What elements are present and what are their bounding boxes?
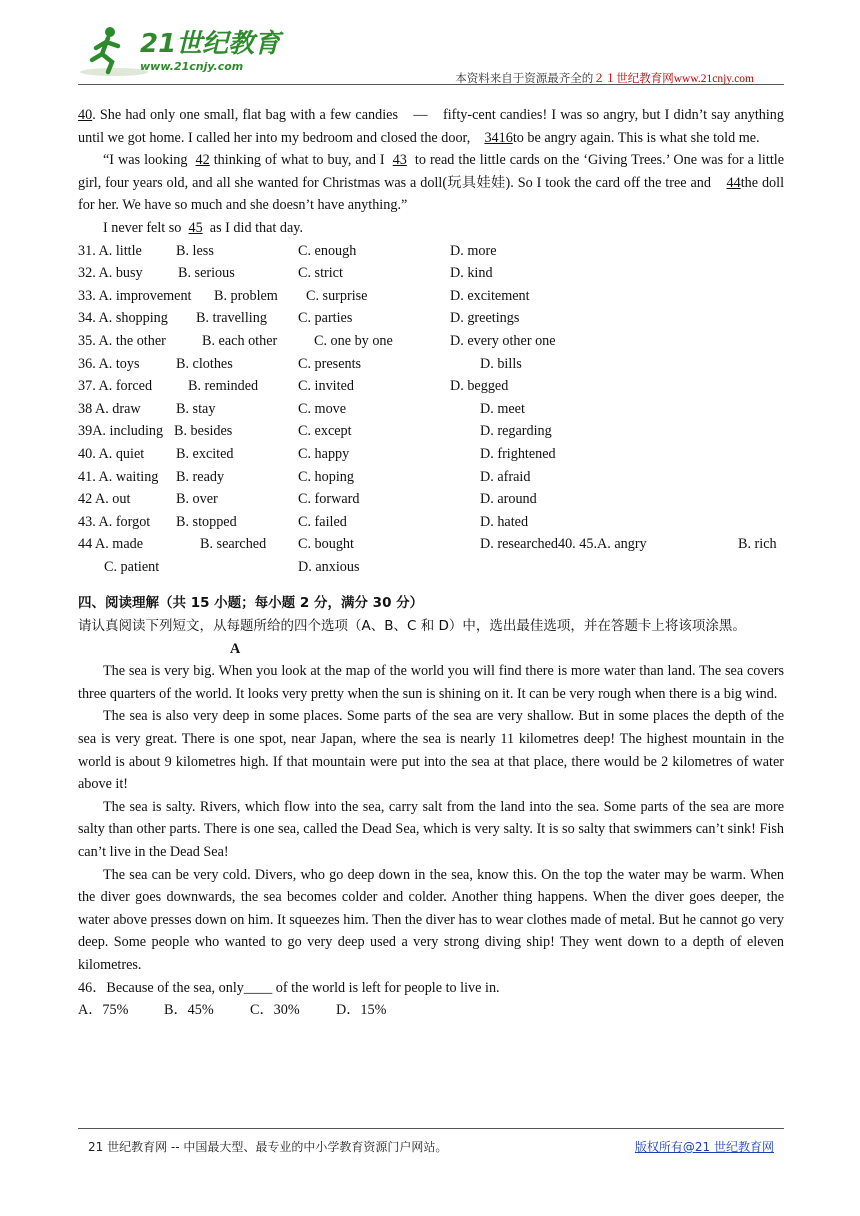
reading-paragraph: The sea is very big. When you look at the map of the world you will find there is more water than land. The sea covers three quarters of the world. It looks very pretty when the sun is shining on it. It can be very rough when there is a big wind.	[78, 663, 784, 702]
option-row	[78, 398, 784, 421]
option-item: C. presents	[298, 355, 362, 372]
option-row	[78, 533, 784, 556]
blank-45: 45	[188, 219, 203, 236]
options-list	[78, 240, 784, 579]
option-row	[78, 353, 784, 376]
option-item: 38 A. draw	[78, 400, 141, 417]
option-item: C. parties	[298, 310, 353, 327]
option-row	[78, 330, 784, 353]
logo-url: www.21cnjy.com	[140, 60, 244, 73]
option-item: D. every other one	[450, 332, 556, 349]
option-item: B. each other	[202, 332, 278, 349]
option-item: C. failed	[298, 513, 347, 530]
option-item: 43. A. forgot	[78, 513, 151, 530]
document-body	[78, 104, 784, 1022]
option-item: C. surprise	[306, 287, 368, 304]
q46-option: B．45%	[164, 1002, 214, 1019]
option-item: C. enough	[298, 242, 357, 259]
option-item: B. stay	[176, 400, 216, 417]
option-item: D. researched40. 45.A. angry	[480, 536, 647, 553]
option-item: C. bought	[298, 536, 354, 553]
option-item: C. patient	[104, 558, 160, 575]
question-46: 46．Because of the sea, only____ of the world is left for people to live in.	[78, 979, 500, 996]
section-instruction: 请认真阅读下列短文，从每题所给的四个选项（A、B、C 和 D）中，选出最佳选项，并在答题卡上将该项涂黑。	[78, 618, 746, 635]
option-item: D. around	[480, 491, 537, 508]
option-row	[78, 240, 784, 263]
header-source-url[interactable]: www.21cnjy.com	[673, 73, 754, 85]
footer-divider	[78, 1128, 784, 1129]
option-item: D. more	[450, 242, 497, 259]
option-item: D. hated	[480, 513, 529, 530]
option-item: C. one by one	[314, 332, 393, 349]
footer-text: 21 世纪教育网 -- 中国最大型、最专业的中小学教育资源门户网站。	[88, 1140, 448, 1154]
blank-42: 42	[195, 152, 210, 169]
reading-paragraph: The sea is salty. Rivers, which flow into the sea, carry salt from the land into the sea. Some parts of the sea are more salty than other parts. There is one sea, called the Dead Sea, which is very salty. It is so salty that swimmers can’t sink! Fish can’t live in the Dead Sea!	[78, 798, 784, 860]
option-row	[78, 488, 784, 511]
option-item: B. less	[176, 242, 214, 259]
passage-label-a: A	[230, 640, 241, 657]
reading-paragraph: The sea can be very cold. Divers, who go deep down in the sea, know this. On the top the water may be warm. When the diver goes downwards, the sea becomes colder and colder. Another thing happens. When the diver goes deeper, the water above presses down on him. It squeezes him. Then the diver has to wear clothes made of metal. But he cannot go very deep. Some people who wanted to go very deep used a very strong diving ship! They went down to a depth of eleven kilometres.	[78, 866, 784, 973]
header-source-highlight: ２１世纪教育网	[593, 73, 674, 85]
option-item: B. clothes	[176, 355, 233, 372]
reading-paragraph: The sea is also very deep in some places. Some parts of the sea are very shallow. But in some places the depth of the sea is very great. There is one spot, near Japan, where the sea is nearly 11 kilometres deep! The highest mountain in the world is about 9 kilometres high. If that mountain were put into the sea at that place, there would be 2 kilometres of water above it!	[78, 708, 784, 793]
option-item: 32. A. busy	[78, 265, 143, 282]
site-logo[interactable]	[78, 22, 288, 82]
option-item: D. afraid	[480, 468, 531, 485]
logo-text: 21世纪教育	[140, 29, 281, 59]
option-item: B. rich	[738, 536, 777, 553]
blank-44: 44	[726, 174, 741, 191]
footer-copyright-link[interactable]: 版权所有@21 世纪教育网	[634, 1140, 774, 1154]
option-row	[78, 262, 784, 285]
option-row	[78, 307, 784, 330]
blank-43: 43	[392, 152, 407, 169]
option-item: D. bills	[480, 355, 522, 372]
option-item: 35. A. the other	[78, 332, 166, 349]
option-item: D. anxious	[298, 558, 360, 575]
option-item: B. serious	[178, 265, 235, 282]
option-item: 39A. including	[78, 423, 164, 440]
option-item: C. happy	[298, 445, 350, 462]
option-item: D. excitement	[450, 287, 530, 304]
option-item: B. travelling	[196, 310, 267, 327]
option-item: B. excited	[176, 445, 234, 462]
option-item: 33. A. improvement	[78, 287, 192, 304]
option-row	[78, 466, 784, 489]
option-row	[78, 285, 784, 308]
q46-option: C．30%	[250, 1002, 300, 1019]
q46-option: A．75%	[78, 1002, 129, 1019]
option-item: D. begged	[450, 378, 509, 395]
section-title: 四、阅读理解（共 15 小题；每小题 2 分，满分 30 分）	[78, 595, 424, 612]
question-46-options	[78, 999, 784, 1022]
blank-40: 40	[78, 107, 93, 123]
option-item: 40. A. quiet	[78, 445, 145, 462]
option-item: C. forward	[298, 491, 360, 508]
option-item: B. ready	[176, 468, 225, 485]
option-row	[78, 556, 784, 579]
option-item: 37. A. forced	[78, 378, 153, 395]
option-item: C. invited	[298, 378, 354, 395]
option-item: 36. A. toys	[78, 355, 140, 372]
option-item: C. hoping	[298, 468, 354, 485]
passage-paragraph-1: 40. She had only one small, flat bag with a few candies — fifty-cent candies! I was so angry, but I didn’t say anything until we got home. I called her into my bedroom and closed the door, 3416to be angry again. This is what she told me.	[78, 107, 784, 146]
option-item: C. strict	[298, 265, 343, 282]
blank-41: 3416	[484, 129, 513, 146]
option-item: 44 A. made	[78, 536, 144, 553]
option-row	[78, 511, 784, 534]
option-item: D. frightened	[480, 445, 556, 462]
option-item: D. regarding	[480, 423, 552, 440]
option-item: B. searched	[200, 536, 267, 553]
option-item: D. meet	[480, 400, 525, 417]
option-item: D. kind	[450, 265, 493, 282]
option-item: 34. A. shopping	[78, 310, 168, 327]
page-header	[78, 22, 784, 84]
header-divider	[78, 84, 784, 85]
option-item: 41. A. waiting	[78, 468, 159, 485]
option-row	[78, 443, 784, 466]
passage-paragraph-2: “I was looking 42 thinking of what to buy, and I 43 to read the little cards on the ‘Giving Trees.’ One was for a little girl, four years old, and all she wanted for Christmas was a doll(玩具娃娃). So I took the card off the tree and 44the doll for her. We have so much and she doesn’t have anything.”	[78, 152, 785, 214]
option-item: B. reminded	[188, 378, 259, 395]
option-row	[78, 420, 784, 443]
option-item: B. stopped	[176, 513, 237, 530]
option-item: 31. A. little	[78, 242, 142, 259]
q46-option: D．15%	[336, 1002, 387, 1019]
option-item: B. problem	[214, 287, 278, 304]
passage-paragraph-3: I never felt so 45 as I did that day.	[103, 219, 304, 236]
option-item: D. greetings	[450, 310, 520, 327]
option-item: C. move	[298, 400, 347, 417]
header-source-text: 本资料来自于资源最齐全的２１世纪教育网www.21cnjy.com	[455, 73, 754, 85]
option-item: C. except	[298, 423, 352, 440]
option-item: B. besides	[174, 423, 233, 440]
option-item: B. over	[176, 491, 218, 508]
option-item: 42 A. out	[78, 491, 131, 508]
option-row	[78, 375, 784, 398]
